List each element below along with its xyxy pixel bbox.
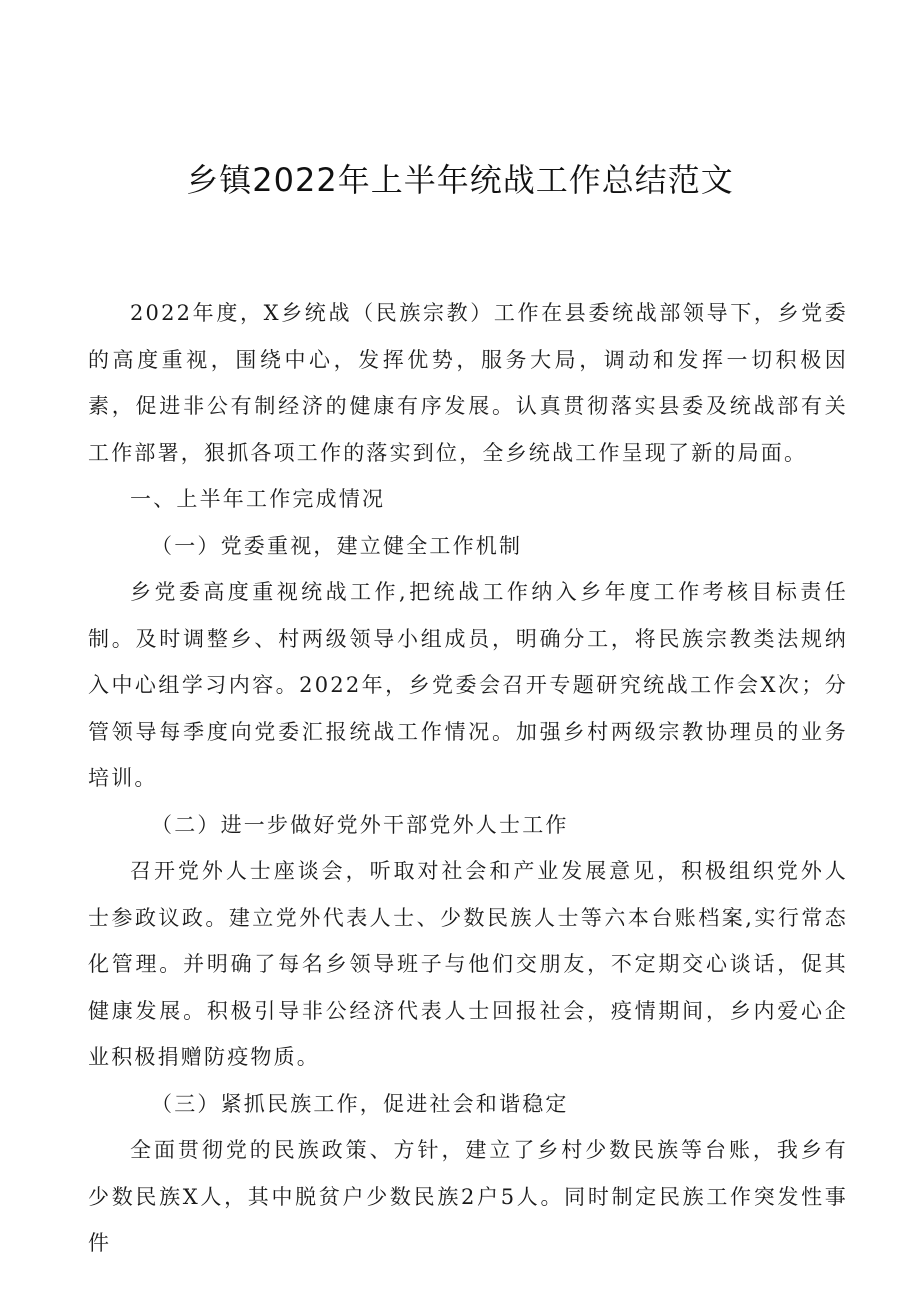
intro-paragraph: 2022年度，X乡统战（民族宗教）工作在县委统战部领导下，乡党委的高度重视，围绕中心，发挥优势，服务大局，调动和发挥一切积极因素，促进非公有制经济的健康有序发展。认真贯彻落实县委及统战部有关工作部署，狠抓各项工作的落实到位，全乡统战工作呈现了新的局面。 — [88, 301, 848, 465]
document-body — [88, 290, 848, 1267]
subsection-heading-2: （二）进一步做好党外干部党外人士工作 — [151, 812, 569, 837]
document-title: 乡镇2022年上半年统战工作总结范文 — [186, 161, 734, 199]
subsection-paragraph-1: 乡党委高度重视统战工作,把统战工作纳入乡年度工作考核目标责任制。及时调整乡、村两级领导小组成员，明确分工，将民族宗教类法规纳入中心组学习内容。2022年，乡党委会召开专题研究统战工作会X次；分管领导每季度向党委汇报统战工作情况。加强乡村两级宗教协理员的业务培训。 — [88, 580, 848, 790]
subsection-heading-1: （一）党委重视，建立健全工作机制 — [151, 533, 523, 558]
section-heading-1: 一、上半年工作完成情况 — [130, 487, 386, 511]
subsection-heading-3: （三）紧抓民族工作，促进社会和谐稳定 — [151, 1091, 569, 1116]
subsection-paragraph-2: 召开党外人士座谈会，听取对社会和产业发展意见，积极组织党外人士参政议政。建立党外代表人士、少数民族人士等六本台账档案,实行常态化管理。并明确了每名乡领导班子与他们交朋友，不定期交心谈话，促其健康发展。积极引导非公经济代表人士回报社会，疫情期间，乡内爱心企业积极捐赠防疫物质。 — [88, 859, 848, 1069]
subsection-paragraph-3: 全面贯彻党的民族政策、方针，建立了乡村少数民族等台账，我乡有少数民族X人，其中脱贫户少数民族2户5人。同时制定民族工作突发性事件 — [88, 1138, 848, 1255]
